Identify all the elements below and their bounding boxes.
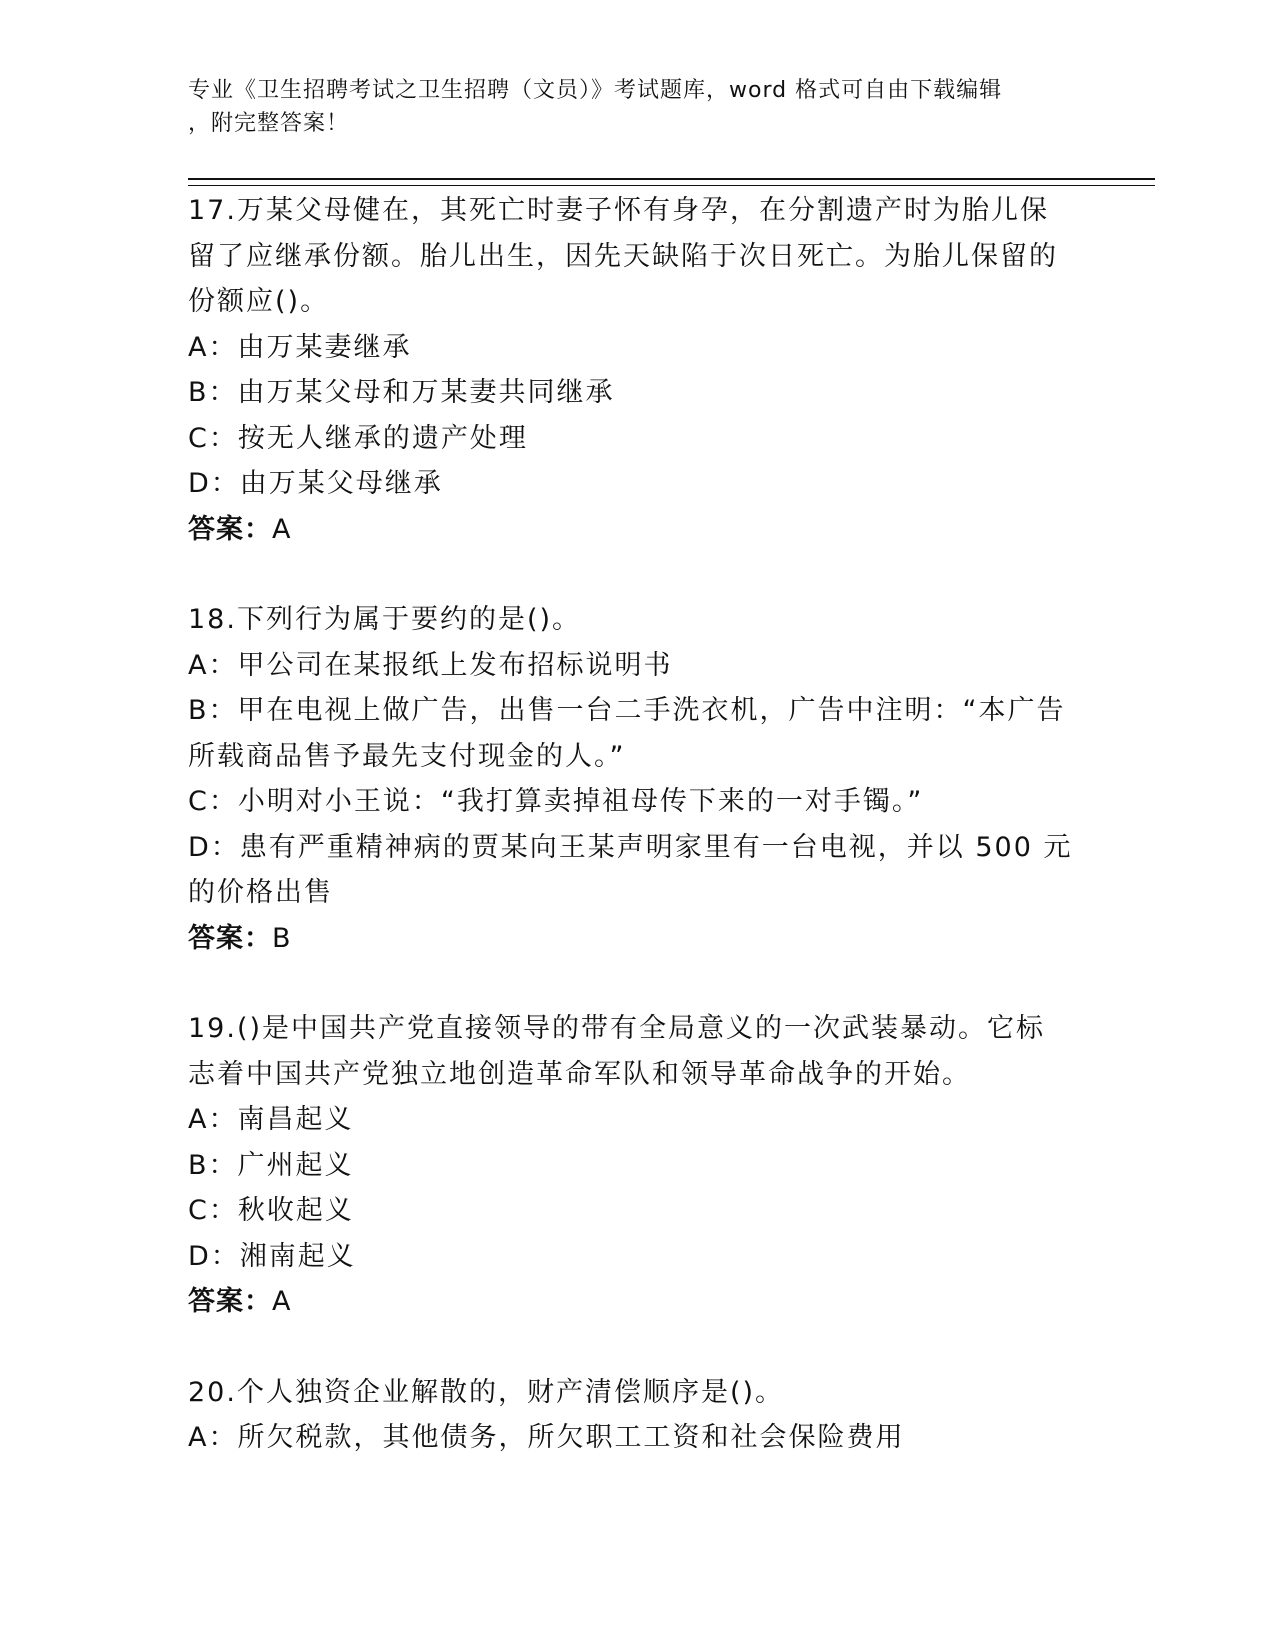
- answer-line: [188, 1279, 1073, 1325]
- option-b: B：广州起义: [188, 1149, 354, 1181]
- question-list: [188, 188, 1073, 1506]
- option-d: D：患有严重精神病的贾某向王某声明家里有一台电视，并以 500 元的价格出售: [188, 831, 1073, 908]
- answer-value: B: [272, 922, 292, 954]
- answer-label: 答案：: [188, 922, 272, 954]
- answer-value: A: [272, 1286, 292, 1317]
- question-18: [188, 597, 1073, 961]
- option-d: D：由万某父母继承: [188, 468, 443, 499]
- question-stem: 19.()是中国共产党直接领导的带有全局意义的一次武装暴动。它标志着中国共产党独立地创造革命军队和领导革命战争的开始。: [188, 1013, 1046, 1090]
- header-line-2: ，附完整答案！: [188, 111, 350, 136]
- option-c: C：小明对小王说：“我打算卖掉祖母传下来的一对手镯。”: [188, 786, 924, 817]
- answer-label: 答案：: [188, 513, 272, 545]
- option-b: B：甲在电视上做广告，出售一台二手洗衣机，广告中注明：“本广告所载商品售予最先支付现金的人。”: [188, 695, 1066, 772]
- answer-value: A: [272, 513, 292, 545]
- question-stem: 17.万某父母健在，其死亡时妻子怀有身孕，在分割遗产时为胎儿保留了应继承份额。胎儿出生，因先天缺陷于次日死亡。为胎儿保留的份额应()。: [188, 195, 1058, 317]
- option-d: D：湘南起义: [188, 1240, 356, 1272]
- header-divider-thin: [188, 185, 1155, 186]
- header-divider-thick: [188, 178, 1155, 180]
- header-line-1: 专业《卫生招聘考试之卫生招聘（文员）》考试题库，word 格式可自由下载编辑: [188, 78, 1003, 103]
- document-header: [188, 74, 1068, 140]
- option-c: C：按无人继承的遗产处理: [188, 422, 528, 454]
- question-stem: 18.下列行为属于要约的是()。: [188, 604, 582, 635]
- option-b: B：由万某父母和万某妻共同继承: [188, 377, 615, 408]
- option-c: C：秋收起义: [188, 1195, 354, 1226]
- option-a: A：南昌起义: [188, 1104, 354, 1135]
- option-a: A：所欠税款，其他债务，所欠职工工资和社会保险费用: [188, 1422, 905, 1453]
- answer-line: [188, 916, 1073, 962]
- answer-line: [188, 507, 1073, 553]
- answer-label: 答案：: [188, 1286, 272, 1317]
- question-19: [188, 1006, 1073, 1325]
- question-17: [188, 188, 1073, 552]
- option-a: A：甲公司在某报纸上发布招标说明书: [188, 649, 673, 681]
- question-20: [188, 1370, 1073, 1461]
- question-stem: 20.个人独资企业解散的，财产清偿顺序是()。: [188, 1376, 785, 1408]
- option-a: A：由万某妻继承: [188, 331, 412, 363]
